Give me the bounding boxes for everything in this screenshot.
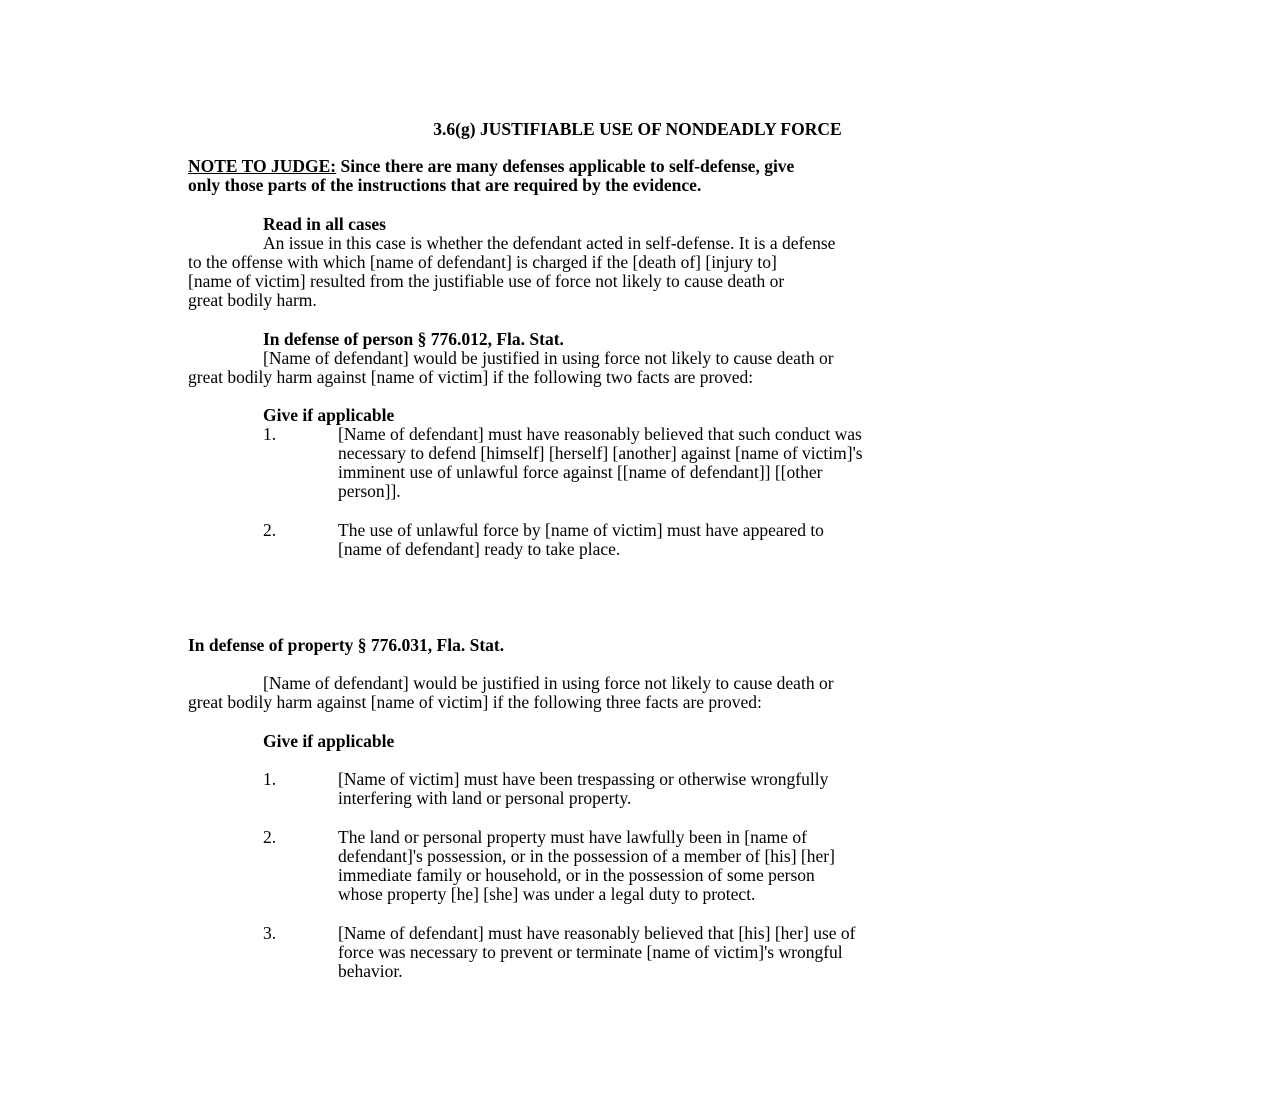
person-item-line: imminent use of unlawful force against [[name of defendant]] [[other	[338, 462, 823, 482]
read-all-line: great bodily harm.	[188, 290, 317, 310]
page-title: 3.6(g) JUSTIFIABLE USE OF NONDEADLY FORCE	[433, 119, 842, 139]
property-item-line: [Name of defendant] must have reasonably believed that [his] [her] use of	[338, 923, 856, 943]
property-heading: In defense of property § 776.031, Fla. Stat.	[188, 635, 505, 655]
property-item-line: whose property [he] [she] was under a legal duty to protect.	[338, 884, 756, 904]
person-item-line: [Name of defendant] must have reasonably believed that such conduct was	[338, 424, 862, 444]
person-line: [Name of defendant] would be justified in using force not likely to cause death or	[263, 348, 834, 368]
property-item-line: immediate family or household, or in the possession of some person	[338, 865, 815, 885]
property-item-line: interfering with land or personal property.	[338, 788, 632, 808]
property-line: great bodily harm against [name of victim] if the following three facts are proved:	[188, 692, 762, 712]
property-item-line: The land or personal property must have lawfully been in [name of	[338, 827, 807, 847]
person-give-if-applicable: Give if applicable	[263, 405, 395, 425]
property-item-line: behavior.	[338, 961, 403, 981]
read-all-heading: Read in all cases	[263, 214, 386, 234]
read-all-line: An issue in this case is whether the defendant acted in self-defense. It is a defense	[263, 233, 836, 253]
person-line: great bodily harm against [name of victim] if the following two facts are proved:	[188, 367, 754, 387]
note-label: NOTE TO JUDGE:	[188, 156, 337, 176]
person-heading: In defense of person § 776.012, Fla. Stat.	[263, 329, 564, 349]
person-item-line: person]].	[338, 481, 401, 501]
property-give-if-applicable: Give if applicable	[263, 731, 395, 751]
note-line-1: NOTE TO JUDGE: Since there are many defenses applicable to self-defense, give	[188, 156, 795, 176]
property-item-line: force was necessary to prevent or terminate [name of victim]'s wrongful	[338, 942, 843, 962]
note-line-2: only those parts of the instructions that are required by the evidence.	[188, 175, 702, 195]
person-item-line: necessary to defend [himself] [herself] [another] against [name of victim]'s	[338, 443, 863, 463]
person-item-number: 2.	[263, 520, 277, 540]
person-item-line: The use of unlawful force by [name of victim] must have appeared to	[338, 520, 824, 540]
property-line: [Name of defendant] would be justified in using force not likely to cause death or	[263, 673, 834, 693]
read-all-line: [name of victim] resulted from the justifiable use of force not likely to cause death or	[188, 271, 785, 291]
property-item-number: 3.	[263, 923, 277, 943]
person-item-line: [name of defendant] ready to take place.	[338, 539, 621, 559]
person-item-number: 1.	[263, 424, 277, 444]
read-all-line: to the offense with which [name of defendant] is charged if the [death of] [injury to]	[188, 252, 777, 272]
property-item-number: 1.	[263, 769, 277, 789]
property-item-number: 2.	[263, 827, 277, 847]
property-item-line: [Name of victim] must have been trespassing or otherwise wrongfully	[338, 769, 829, 789]
property-item-line: defendant]'s possession, or in the possession of a member of [his] [her]	[338, 846, 835, 866]
